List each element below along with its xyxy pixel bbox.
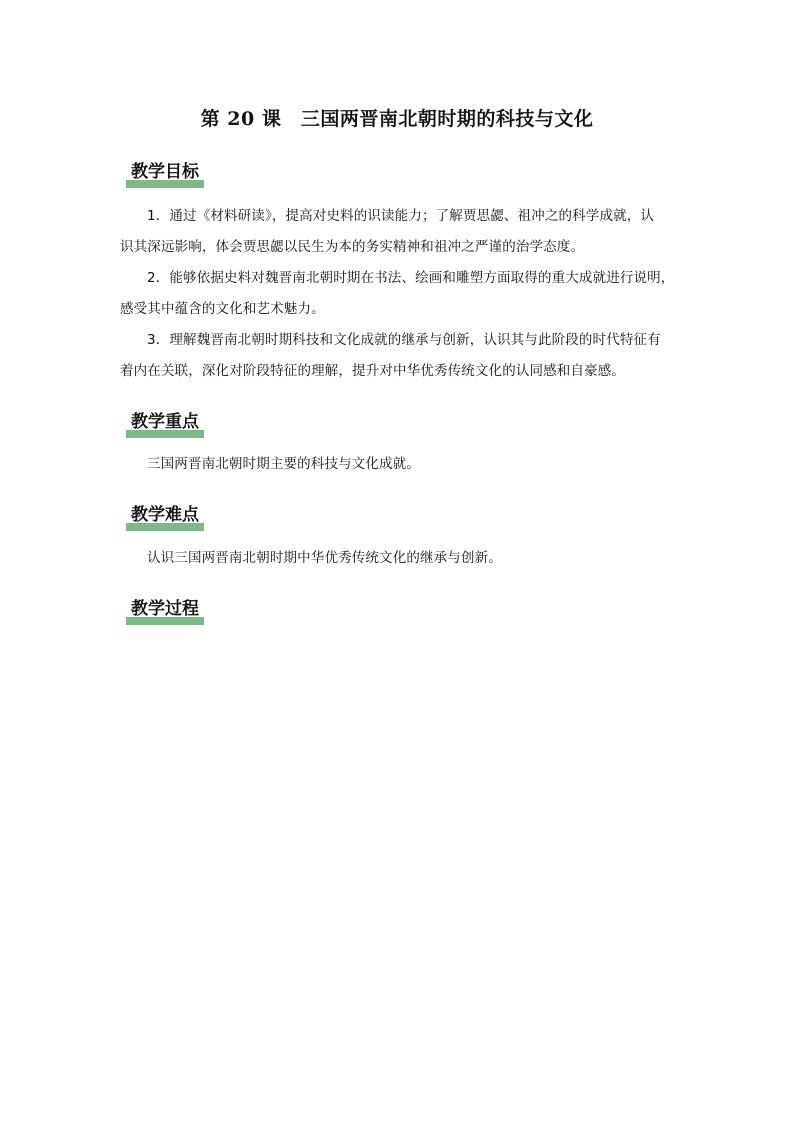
objective-item-1: 1．通过《材料研读》，提高对史料的识读能力；了解贾思勰、祖冲之的科学成就，认 识其深远影响，体会贾思勰以民生为本的务实精神和祖冲之严谨的治学态度。 (120, 208, 655, 255)
lesson-title: 第 20 课 三国两晋南北朝时期的科技与文化 (200, 108, 594, 130)
objective-item-3: 3．理解魏晋南北朝时期科技和文化成就的继承与创新，认识其与此阶段的时代特征有 着内在关联，深化对阶段特征的理解，提升对中华优秀传统文化的认同感和自豪感。 (120, 332, 661, 379)
section-heading-key-points: 教学重点 (126, 410, 204, 434)
section-heading-process: 教学过程 (126, 597, 204, 621)
objective-item-2: 2．能够依据史料对魏晋南北朝时期在书法、绘画和雕塑方面取得的重大成就进行说明， 感受其中蕴含的文化和艺术魅力。 (120, 270, 675, 317)
difficulties-text: 认识三国两晋南北朝时期中华优秀传统文化的继承与创新。 (147, 550, 502, 566)
section-heading-difficulties: 教学难点 (126, 503, 204, 527)
section-heading-objectives: 教学目标 (126, 160, 204, 184)
key-points-text: 三国两晋南北朝时期主要的科技与文化成就。 (147, 456, 420, 472)
